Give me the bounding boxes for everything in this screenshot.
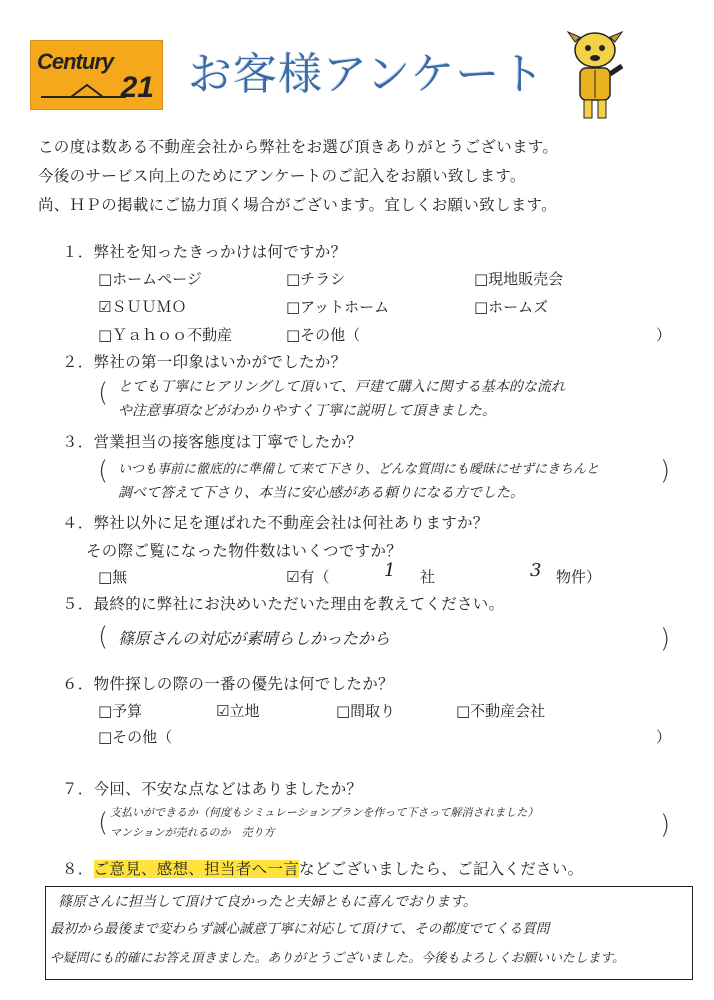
q6-option-company[interactable]: □不動産会社 <box>456 702 546 720</box>
question-5: ５．最終的に弊社にお決めいただいた理由を教えてください。 <box>62 595 505 613</box>
question-1: １．弊社を知ったきっかけは何ですか？ <box>62 243 347 261</box>
q8-answer-line: や疑問にも的確にお答え頂きました。ありがとうございました。今後もよろしくお願いいたします。 <box>50 951 625 966</box>
logo-brand: Century <box>37 49 114 74</box>
q4-property-unit: 物件） <box>556 568 602 586</box>
q6-close-paren: ） <box>656 728 672 746</box>
comment-box[interactable] <box>45 886 693 980</box>
question-6: ６．物件探しの際の一番の優先は何でしたか？ <box>62 675 394 693</box>
paren-close: ) <box>660 624 671 654</box>
q4-company-unit: 社 <box>420 568 436 586</box>
q1-option-homepage[interactable]: □ホームページ <box>98 270 202 288</box>
paren-close: ) <box>660 810 671 840</box>
question-8 <box>62 857 583 879</box>
house-roof-icon <box>41 79 131 101</box>
q4-property-count: 3 <box>530 560 542 581</box>
q1-option-open-house[interactable]: □現地販売会 <box>474 270 564 288</box>
q5-answer: 篠原さんの対応が素晴らしかったから <box>118 629 391 648</box>
q6-option-location[interactable]: ☑立地 <box>216 702 260 720</box>
q7-answer-line: マンションが売れるのか 売り方 <box>110 826 275 839</box>
q4-option-none[interactable]: □無 <box>98 568 128 586</box>
question-4-sub: その際ご覧になった物件数はいくつですか？ <box>86 542 403 560</box>
q3-answer-line: いつも事前に徹底的に準備して来て下さり、どんな質問にも曖昧にせずにきちんと <box>118 462 600 477</box>
intro-text <box>38 133 558 220</box>
q7-answer-line: 支払いができるか（何度もシミュレーションプランを作って下さって解消されました） <box>110 806 539 819</box>
q8-prefix: ８． <box>62 860 94 878</box>
q2-answer-line: や注意事項などがわかりやすく丁寧に説明して頂きました。 <box>118 403 496 419</box>
q1-option-flyer[interactable]: □チラシ <box>286 270 346 288</box>
dog-mascot-icon <box>560 28 630 128</box>
intro-line: 今後のサービス向上のためにアンケートのご記入をお願い致します。 <box>38 167 526 185</box>
question-7: ７．今回、不安な点などはありましたか？ <box>62 780 363 798</box>
q1-close-paren: ） <box>656 326 672 344</box>
intro-line: 尚、ＨＰの掲載にご協力頂く場合がございます。宜しくお願い致します。 <box>38 196 557 214</box>
century21-logo <box>30 40 163 110</box>
paren-open: ( <box>98 622 109 652</box>
logo-number: 21 <box>120 71 154 104</box>
paren-close: ) <box>660 456 671 486</box>
q2-answer-line: とても丁寧にヒアリングして頂いて、戸建て購入に関する基本的な流れ <box>118 379 565 395</box>
q6-option-budget[interactable]: □予算 <box>98 702 143 720</box>
question-4: ４．弊社以外に足を運ばれた不動産会社は何社ありますか？ <box>62 514 489 532</box>
q1-option-homes[interactable]: □ホームズ <box>474 298 549 316</box>
q1-option-athome[interactable]: □アットホーム <box>286 298 390 316</box>
q1-option-other[interactable]: □その他（ <box>286 326 361 344</box>
q8-answer-line: 最初から最後まで変わらず誠心誠意丁寧に対応して頂けて、その都度でてくる質問 <box>50 921 550 937</box>
q1-option-yahoo[interactable]: □Ｙａｈｏｏ不動産 <box>98 326 233 344</box>
question-2: ２．弊社の第一印象はいかがでしたか？ <box>62 353 347 371</box>
page-title: お客様アンケート <box>188 49 546 100</box>
q3-answer-line: 調べて答えて下さり、本当に安心感がある頼りになる方でした。 <box>118 485 524 501</box>
q6-option-layout[interactable]: □間取り <box>336 702 396 720</box>
q1-option-suumo[interactable]: ☑ＳＵＵＭＯ <box>98 298 187 316</box>
q8-answer-line: 篠原さんに担当して頂けて良かったと夫婦ともに喜んでおります。 <box>58 894 477 910</box>
paren-open: ( <box>98 378 109 408</box>
paren-open: ( <box>98 456 109 486</box>
question-3: ３．営業担当の接客態度は丁寧でしたか？ <box>62 433 363 451</box>
q8-highlight: ご意見、感想、担当者へ一言 <box>93 860 300 878</box>
intro-line: この度は数ある不動産会社から弊社をお選び頂きありがとうございます。 <box>38 138 559 156</box>
q4-company-count: 1 <box>384 560 396 581</box>
q8-suffix: などございましたら、ご記入ください。 <box>299 860 584 878</box>
paren-open: ( <box>98 808 109 838</box>
q6-option-other[interactable]: □その他（ <box>98 728 173 746</box>
q4-option-yes[interactable]: ☑有（ <box>286 568 330 586</box>
